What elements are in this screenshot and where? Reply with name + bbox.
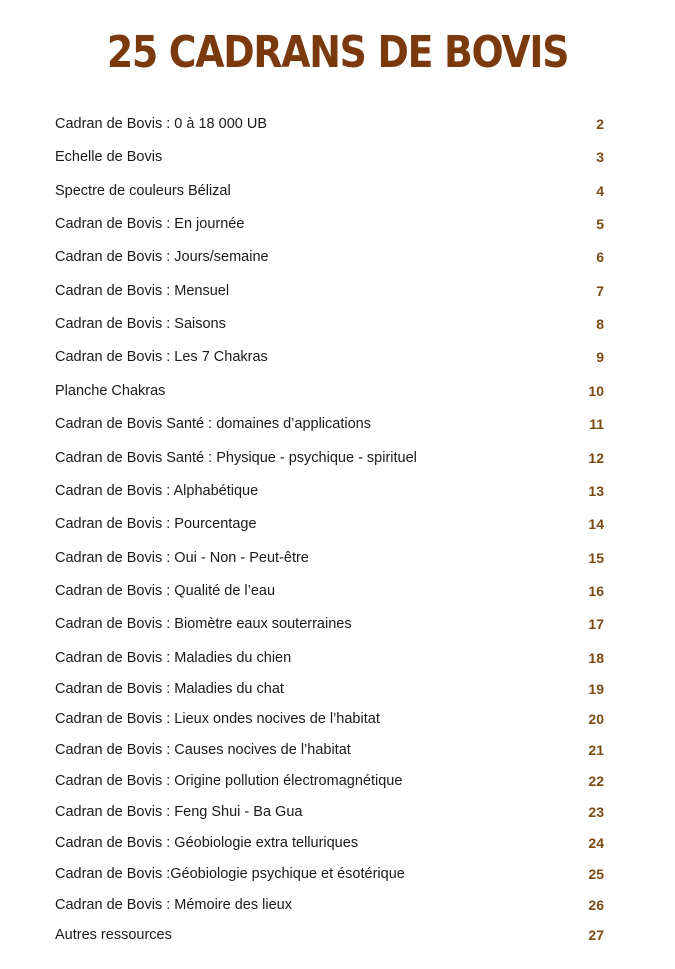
toc-entry-page: 6	[596, 249, 604, 265]
toc-entry[interactable]	[55, 614, 604, 634]
toc-entry-label: Cadran de Bovis : Origine pollution électromagnétique	[55, 773, 403, 789]
toc-entry-page: 22	[588, 773, 604, 789]
toc-entry-page: 27	[588, 927, 604, 943]
toc-entry[interactable]	[55, 679, 604, 699]
toc-entry-label: Cadran de Bovis Santé : Physique - psychique - spirituel	[55, 450, 417, 466]
toc-entry-label: Cadran de Bovis : Pourcentage	[55, 516, 257, 532]
toc-entry-page: 18	[588, 650, 604, 666]
toc-entry-page: 2	[596, 116, 604, 132]
toc-entry-label: Echelle de Bovis	[55, 149, 163, 165]
toc-entry-page: 10	[588, 383, 604, 399]
toc-entry-page: 23	[588, 804, 604, 820]
toc-entry-label: Cadran de Bovis : Saisons	[55, 316, 226, 332]
toc-entry-label: Cadran de Bovis : Oui - Non - Peut-être	[55, 550, 309, 566]
toc-entry-label: Cadran de Bovis : Qualité de l’eau	[55, 583, 276, 599]
toc-entry[interactable]	[55, 114, 604, 134]
toc-entry-page: 26	[588, 897, 604, 913]
toc-entry-page: 9	[596, 349, 604, 365]
toc-entry-page: 3	[596, 149, 604, 165]
toc-entry[interactable]	[55, 514, 604, 534]
toc-entry-page: 5	[596, 216, 604, 232]
toc-entry-page: 17	[588, 616, 604, 632]
toc-entry-page: 21	[588, 742, 604, 758]
toc-entry-page: 15	[588, 550, 604, 566]
toc-entry-label: Cadran de Bovis : Mensuel	[55, 283, 230, 299]
toc-entry-page: 20	[588, 711, 604, 727]
toc-entry[interactable]	[55, 802, 604, 822]
toc-entry-label: Cadran de Bovis :Géobiologie psychique et ésotérique	[55, 866, 405, 882]
toc-entry-label: Cadran de Bovis : Maladies du chien	[55, 650, 292, 666]
toc-entry[interactable]	[55, 314, 604, 334]
toc-entry-label: Cadran de Bovis : Géobiologie extra telluriques	[55, 835, 359, 851]
toc-entry[interactable]	[55, 925, 604, 945]
toc-entry-label: Cadran de Bovis : Causes nocives de l’habitat	[55, 742, 351, 758]
toc-entry[interactable]	[55, 247, 604, 267]
toc-entry[interactable]	[55, 281, 604, 301]
toc-entry[interactable]	[55, 740, 604, 760]
document-title: 25 CADRANS DE BOVIS	[106, 27, 569, 78]
toc-entry-label: Planche Chakras	[55, 383, 166, 399]
toc-entry[interactable]	[55, 214, 604, 234]
toc-entry-page: 11	[589, 416, 604, 432]
toc-entry[interactable]	[55, 147, 604, 167]
toc-entry-page: 8	[596, 316, 604, 332]
toc-entry-page: 16	[588, 583, 604, 599]
toc-entry-label: Cadran de Bovis : Mémoire des lieux	[55, 897, 292, 913]
toc-entry-page: 19	[588, 681, 604, 697]
toc-entry[interactable]	[55, 864, 604, 884]
toc-entry-label: Cadran de Bovis : Maladies du chat	[55, 681, 284, 697]
toc-entry[interactable]	[55, 833, 604, 853]
toc-entry-page: 7	[596, 283, 604, 299]
toc-entry-label: Cadran de Bovis : En journée	[55, 216, 245, 232]
toc-entry[interactable]	[55, 548, 604, 568]
toc-entry-label: Spectre de couleurs Bélizal	[55, 183, 231, 199]
toc-entry[interactable]	[55, 771, 604, 791]
toc-entry-label: Cadran de Bovis : 0 à 18 000 UB	[55, 116, 267, 132]
toc-entry[interactable]	[55, 895, 604, 915]
toc-entry-page: 4	[596, 183, 604, 199]
toc-entry[interactable]	[55, 709, 604, 729]
toc-entry[interactable]	[55, 648, 604, 668]
toc-entry[interactable]	[55, 347, 604, 367]
toc-entry-page: 12	[588, 450, 604, 466]
toc-entry-label: Cadran de Bovis Santé : domaines d’applications	[55, 416, 371, 432]
toc-entry[interactable]	[55, 181, 604, 201]
toc-entry[interactable]	[55, 581, 604, 601]
toc-entry-page: 25	[588, 866, 604, 882]
toc-entry[interactable]	[55, 481, 604, 501]
toc-entry-label: Cadran de Bovis : Biomètre eaux souterraines	[55, 616, 352, 632]
toc-entry-label: Cadran de Bovis : Feng Shui - Ba Gua	[55, 804, 303, 820]
toc-entry-page: 13	[588, 483, 604, 499]
toc-entry-page: 24	[588, 835, 604, 851]
toc-entry-label: Autres ressources	[55, 927, 172, 943]
toc-entry-page: 14	[588, 516, 604, 532]
toc-entry[interactable]	[55, 448, 604, 468]
toc-entry[interactable]	[55, 414, 604, 434]
toc-entry-label: Cadran de Bovis : Les 7 Chakras	[55, 349, 268, 365]
toc-entry-label: Cadran de Bovis : Jours/semaine	[55, 249, 269, 265]
toc-entry-label: Cadran de Bovis : Lieux ondes nocives de l’habitat	[55, 711, 380, 727]
toc-entry[interactable]	[55, 381, 604, 401]
toc-entry-label: Cadran de Bovis : Alphabétique	[55, 483, 259, 499]
